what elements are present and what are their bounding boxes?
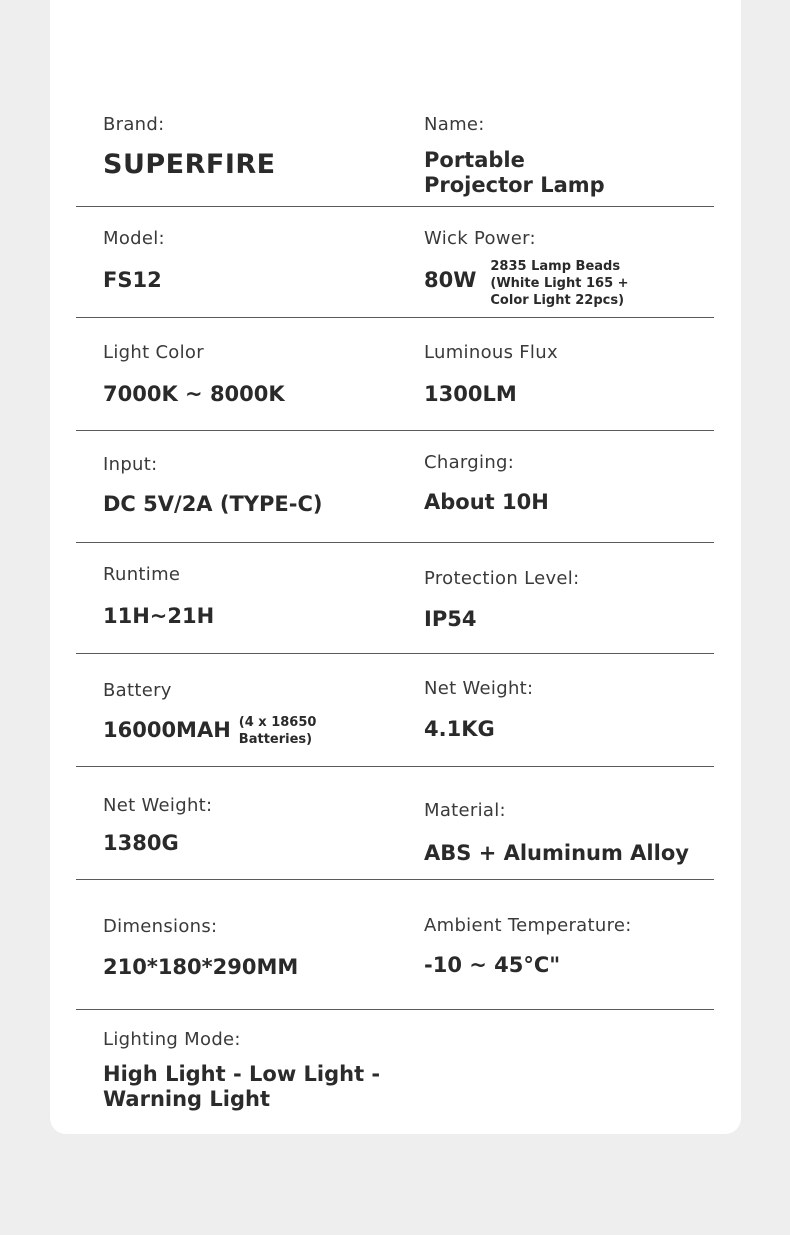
wick-power-note-line-2: (White Light 165 +: [490, 276, 629, 291]
name-label: Name:: [424, 114, 485, 135]
net-weight-value: 4.1KG: [424, 717, 495, 741]
brand-label: Brand:: [103, 114, 165, 135]
model-label: Model:: [103, 228, 165, 249]
divider: [76, 206, 714, 207]
divider: [76, 430, 714, 431]
wick-power-note-line-1: 2835 Lamp Beads: [490, 259, 621, 274]
divider: [76, 653, 714, 654]
lighting-mode-label: Lighting Mode:: [103, 1029, 241, 1050]
net-weight-value: 1380G: [103, 831, 179, 855]
wick-power-note: [490, 258, 628, 309]
spec-card: [50, 0, 741, 1134]
divider: [76, 766, 714, 767]
battery-note-line-1: (4 x 18650: [238, 715, 317, 730]
wick-power-group: [424, 258, 629, 309]
ambient-temperature-value: -10 ~ 45°C": [424, 953, 561, 977]
wick-power-label: Wick Power:: [424, 228, 536, 249]
input-value: DC 5V/2A (TYPE-C): [103, 492, 323, 516]
net-weight-label: Net Weight:: [103, 795, 213, 816]
battery-note-line-2: Batteries): [238, 732, 313, 747]
wick-power-value: 80W: [424, 268, 477, 292]
dimensions-label: Dimensions:: [103, 916, 218, 937]
brand-value: SUPERFIRE: [103, 149, 276, 180]
material-label: Material:: [424, 800, 506, 821]
charging-value: About 10H: [424, 490, 549, 514]
divider: [76, 317, 714, 318]
luminous-flux-value: 1300LM: [424, 382, 517, 406]
runtime-label: Runtime: [103, 564, 181, 585]
protection-value: IP54: [424, 607, 477, 631]
charging-label: Charging:: [424, 452, 515, 473]
light-color-value: 7000K ~ 8000K: [103, 382, 285, 406]
lighting-mode-line-2: Warning Light: [103, 1087, 270, 1111]
wick-power-note-line-3: Color Light 22pcs): [490, 293, 625, 308]
battery-value: 16000MAH: [103, 718, 231, 742]
material-value: ABS + Aluminum Alloy: [424, 841, 689, 865]
runtime-value: 11H~21H: [103, 604, 215, 628]
light-color-label: Light Color: [103, 342, 204, 363]
dimensions-value: 210*180*290MM: [103, 955, 299, 979]
protection-label: Protection Level:: [424, 568, 580, 589]
battery-note: [239, 714, 317, 748]
battery-group: [103, 714, 316, 748]
lighting-mode-value: [103, 1062, 380, 1112]
name-line-1: Portable: [424, 148, 525, 172]
model-value: FS12: [103, 268, 162, 292]
battery-label: Battery: [103, 680, 172, 701]
ambient-temperature-label: Ambient Temperature:: [424, 915, 632, 936]
name-value: [424, 148, 605, 198]
lighting-mode-line-1: High Light - Low Light -: [103, 1062, 381, 1086]
divider: [76, 879, 714, 880]
divider: [76, 1009, 714, 1010]
input-label: Input:: [103, 454, 158, 475]
net-weight-label: Net Weight:: [424, 678, 534, 699]
luminous-flux-label: Luminous Flux: [424, 342, 558, 363]
name-line-2: Projector Lamp: [424, 173, 605, 197]
divider: [76, 542, 714, 543]
